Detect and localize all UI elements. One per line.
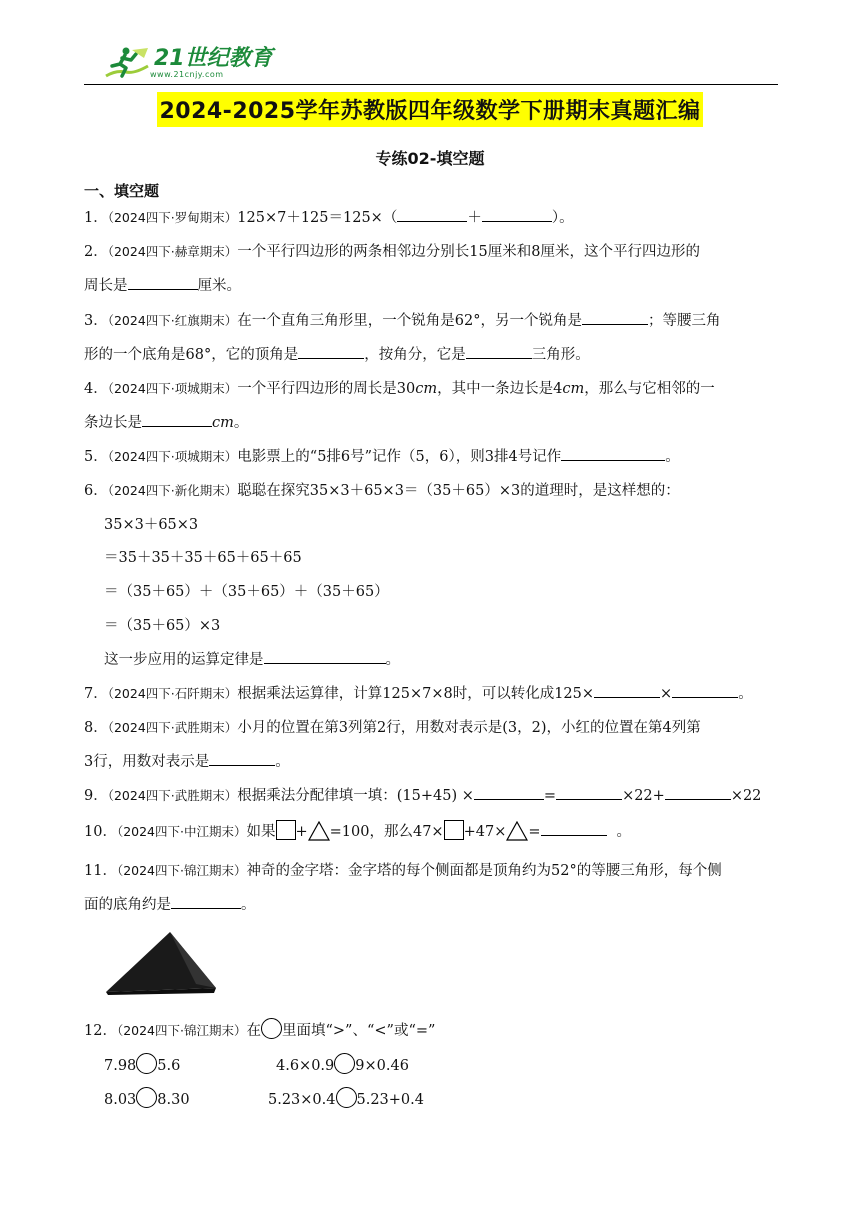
logo-url: www.21cnjy.com xyxy=(150,69,224,79)
answer-blank[interactable] xyxy=(209,751,275,766)
answer-blank[interactable] xyxy=(561,446,665,461)
question-9: 9．（2024四下·武胜期末）根据乘法分配律填一填：(15+45) × = ×22+ ×22 xyxy=(84,784,761,805)
question-3: 3．（2024四下·红旗期末）在一个直角三角形里，一个锐角是62°，另一个锐角是 ；等腰三角 xyxy=(84,309,720,330)
answer-blank[interactable] xyxy=(541,821,607,836)
answer-blank[interactable] xyxy=(474,785,544,800)
question-6-cont: 这一步应用的运算定律是 。 xyxy=(104,648,400,669)
answer-blank[interactable] xyxy=(466,344,532,359)
question-8-cont: 3行，用数对表示是 。 xyxy=(84,750,290,771)
question-6-step: ＝（35＋65）＋（35＋65）＋（35＋65） xyxy=(104,584,389,600)
question-12: 12．（2024四下·锦江期末）在 里面填“>”、“<”或“=” xyxy=(84,1018,435,1040)
answer-blank[interactable] xyxy=(594,683,660,698)
comparison-item: 7.98 5.6 xyxy=(104,1053,180,1074)
triangle-symbol-icon xyxy=(506,821,528,841)
answer-blank[interactable] xyxy=(556,785,622,800)
question-3-cont: 形的一个底角是68°，它的顶角是 ，按角分，它是 三角形。 xyxy=(84,343,590,364)
comparison-item: 8.03 8.30 xyxy=(104,1087,190,1108)
pyramid-image xyxy=(104,930,220,996)
question-11-cont: 面的底角约是 。 xyxy=(84,893,256,914)
question-6-step: ＝35＋35＋35＋65＋65＋65 xyxy=(104,550,302,566)
question-7: 7．（2024四下·石阡期末）根据乘法运算律，计算125×7×8时，可以转化成125× × 。 xyxy=(84,682,753,703)
logo-text: 21世纪教育 xyxy=(154,45,273,71)
answer-blank[interactable] xyxy=(582,310,648,325)
square-symbol-icon xyxy=(444,820,464,840)
question-6-step: ＝（35＋65）×3 xyxy=(104,618,221,634)
question-5: 5．（2024四下·项城期末）电影票上的“5排6号”记作（5，6），则3排4号记作 。 xyxy=(84,445,680,466)
compare-circle[interactable] xyxy=(136,1087,157,1108)
question-8: 8．（2024四下·武胜期末）小月的位置在第3列第2行，用数对表示是(3，2)，小红的位置在第4列第 xyxy=(84,720,701,736)
compare-circle[interactable] xyxy=(334,1053,355,1074)
question-2-cont: 周长是 厘米。 xyxy=(84,274,241,295)
compare-circle[interactable] xyxy=(136,1053,157,1074)
question-11: 11．（2024四下·锦江期末）神奇的金字塔：金字塔的每个侧面都是顶角约为52°的等腰三角形，每个侧 xyxy=(84,863,722,879)
square-symbol-icon xyxy=(276,820,296,840)
logo xyxy=(104,46,273,80)
answer-blank[interactable] xyxy=(482,207,552,222)
question-6: 6．（2024四下·新化期末）聪聪在探究35×3＋65×3＝（35＋65）×3的道理时，是这样想的： xyxy=(84,483,680,499)
header-divider xyxy=(84,84,778,85)
answer-blank[interactable] xyxy=(128,275,198,290)
section-heading: 一、填空题 xyxy=(84,182,160,200)
question-2: 2．（2024四下·赫章期末）一个平行四边形的两条相邻边分别长15厘米和8厘米，这个平行四边形的 xyxy=(84,244,700,260)
triangle-symbol-icon xyxy=(308,821,330,841)
document-title: 2024-2025学年苏教版四年级数学下册期末真题汇编 xyxy=(157,92,702,127)
answer-blank[interactable] xyxy=(171,894,241,909)
question-4-cont: 条边长是 cm。 xyxy=(84,411,248,432)
answer-blank[interactable] xyxy=(142,412,212,427)
answer-blank[interactable] xyxy=(672,683,738,698)
question-10: 10．（2024四下·中江期末）如果 + =100，那么47× +47× = 。 xyxy=(84,820,631,841)
answer-blank[interactable] xyxy=(665,785,731,800)
compare-circle[interactable] xyxy=(336,1087,357,1108)
question-1: 1．（2024四下·罗甸期末）125×7＋125＝125×（ ＋ ）。 xyxy=(84,206,574,227)
comparison-item: 5.23×0.4 5.23+0.4 xyxy=(268,1087,424,1108)
comparison-item: 4.6×0.9 9×0.46 xyxy=(276,1053,409,1074)
question-6-step: 35×3＋65×3 xyxy=(104,517,199,533)
answer-blank[interactable] xyxy=(298,344,364,359)
answer-blank[interactable] xyxy=(397,207,467,222)
runner-logo-icon xyxy=(104,46,150,80)
answer-blank[interactable] xyxy=(264,649,386,664)
document-subtitle: 专练02-填空题 xyxy=(375,149,485,168)
circle-symbol-icon xyxy=(261,1018,282,1039)
question-4: 4．（2024四下·项城期末）一个平行四边形的周长是30cm，其中一条边长是4cm，那么与它相邻的一 xyxy=(84,381,715,397)
